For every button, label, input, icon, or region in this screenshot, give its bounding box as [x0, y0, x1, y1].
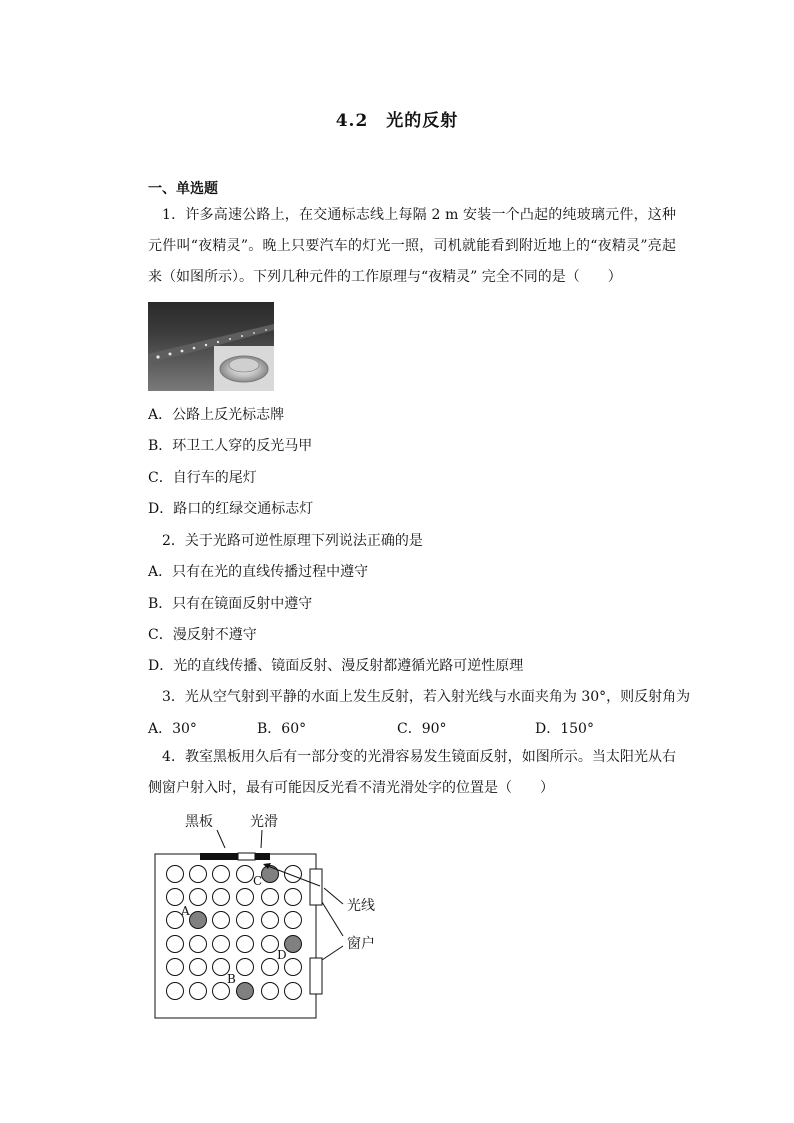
label-smooth: 光滑 [250, 814, 278, 830]
label-window: 窗户 [347, 936, 375, 952]
q2-option-c: C．漫反射不遵守 [148, 627, 257, 643]
label-d: D [277, 948, 287, 962]
q1-option-d: D．路口的红绿交通标志灯 [148, 501, 314, 517]
label-c: C [253, 874, 263, 888]
q2-option-a: A．只有在光的直线传播过程中遵守 [148, 564, 369, 580]
q3-option-b: B．60° [257, 721, 307, 737]
question-1-text: 1．许多高速公路上，在交通标志线上每隔 2 m 安装一个凸起的纯玻璃元件，这种元件叫“夜精灵”。晚上只要汽车的灯光一照，司机就能看到附近地上的“夜精灵”亮起来（如图所示）。下列几种元件的工作原理与“夜精灵” 完全不同的是（ ） [148, 207, 676, 285]
q3-option-a: A．30° [148, 721, 197, 737]
question-3-text: 3．光从空气射到平静的水面上发生反射，若入射光线与水面夹角为 30°，则反射角为 [162, 689, 691, 705]
question-4-text: 4．教室黑板用久后有一部分变的光滑容易发生镜面反射，如图所示。当太阳光从右侧窗户射入时，最有可能因反光看不清光滑处字的位置是（ ） [148, 749, 676, 796]
q1-option-b: B．环卫工人穿的反光马甲 [148, 438, 313, 454]
section-heading: 一、单选题 [148, 181, 218, 197]
question-2-text: 2．关于光路可逆性原理下列说法正确的是 [162, 533, 423, 549]
q3-option-d: D．150° [535, 721, 594, 737]
label-light: 光线 [347, 898, 375, 914]
classroom-figure [150, 808, 390, 1022]
q2-option-b: B．只有在镜面反射中遵守 [148, 596, 313, 612]
label-b: B [227, 972, 236, 986]
q2-option-d: D．光的直线传播、镜面反射、漫反射都遵循光路可逆性原理 [148, 658, 524, 674]
label-a: A [181, 904, 190, 918]
page-title: 4.2 光的反射 [335, 111, 459, 131]
q1-option-c: C．自行车的尾灯 [148, 470, 257, 486]
label-blackboard: 黑板 [185, 814, 213, 830]
night-road-photo [148, 302, 274, 391]
q1-option-a: A．公路上反光标志牌 [148, 407, 285, 423]
q3-option-c: C．90° [397, 721, 447, 737]
